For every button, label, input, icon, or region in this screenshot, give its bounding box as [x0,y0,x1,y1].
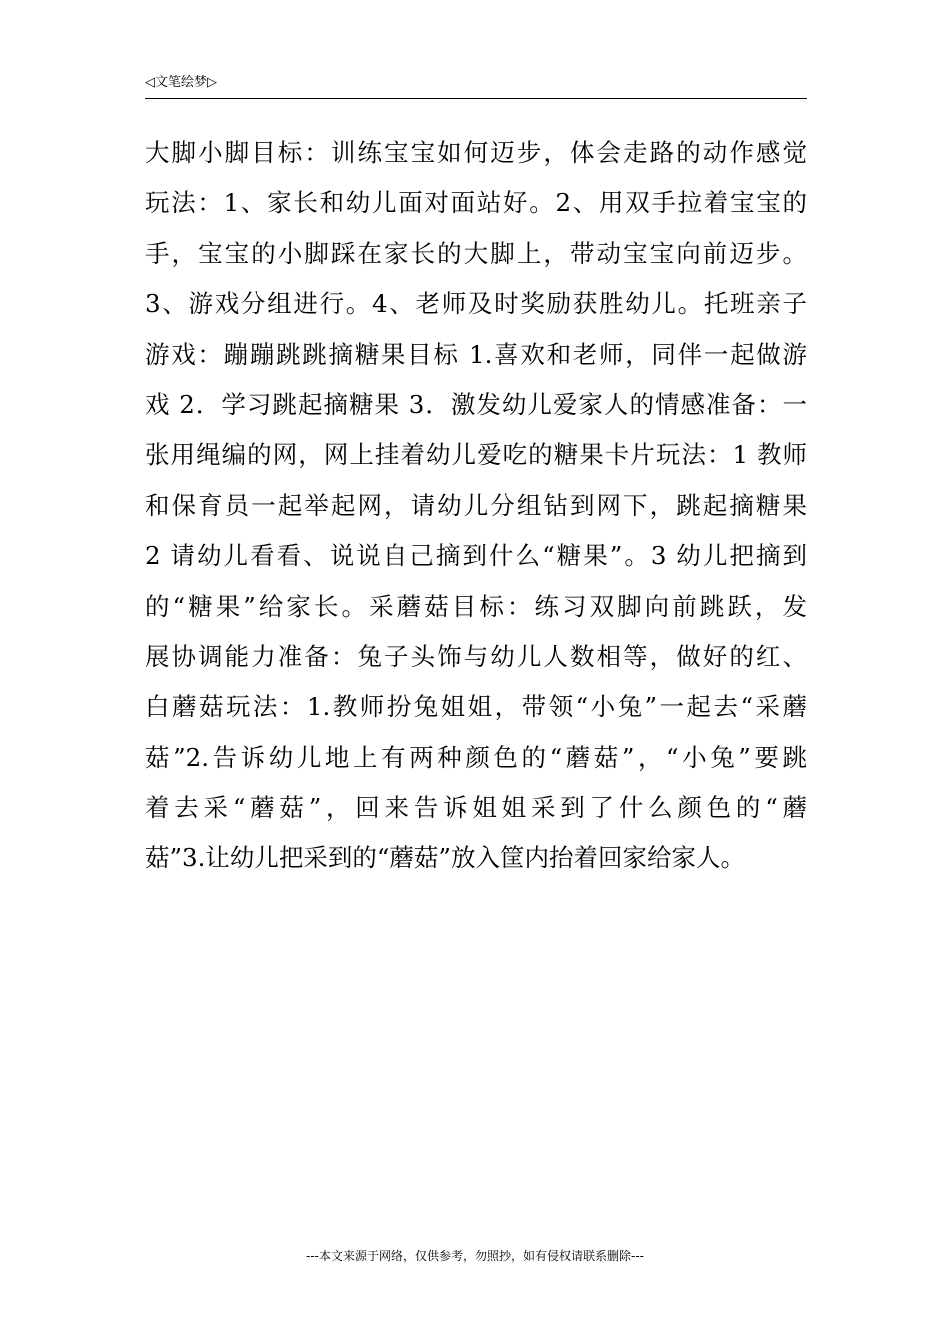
body-line: 张用绳编的网，网上挂着幼儿爱吃的糖果卡片玩法：1 教师 [145,440,807,470]
body-line: 展协调能力准备：兔子头饰与幼儿人数相等，做好的红、 [145,641,807,671]
right-triangle-icon: ▷ [207,75,218,90]
body-line: 游戏：蹦蹦跳跳摘糖果目标 1.喜欢和老师，同伴一起做游 [145,339,807,369]
page-header [145,72,807,99]
brand-name: 文笔绘梦 [155,75,208,90]
body-line: 和保育员一起举起网，请幼儿分组钻到网下，跳起摘糖果 [145,490,807,520]
body-line: 的“糖果”给家长。采蘑菇目标：练习双脚向前跳跃，发 [145,591,807,621]
body-line: 2 请幼儿看看、说说自己摘到什么“糖果”。3 幼儿把摘到 [145,541,807,571]
page-footer: ---本文来源于网络，仅供参考，勿照抄，如有侵权请联系删除--- [306,1249,644,1263]
header-brand [145,74,217,92]
left-triangle-icon: ◁ [145,75,155,90]
body-line: 手，宝宝的小脚踩在家长的大脚上，带动宝宝向前迈步。 [145,238,807,268]
body-line: 着去采“蘑菇”，回来告诉姐姐采到了什么颜色的“蘑 [145,793,807,823]
body-line: 3、游戏分组进行。4、老师及时奖励获胜幼儿。托班亲子 [145,289,807,319]
body-line: 菇”3.让幼儿把采到的“蘑菇”放入筐内抬着回家给家人。 [145,843,745,873]
body-line: 玩法：1、家长和幼儿面对面站好。2、用双手拉着宝宝的 [145,188,807,218]
body-line: 戏 2．学习跳起摘糖果 3．激发幼儿爱家人的情感准备：一 [145,389,807,419]
document-body [145,128,807,884]
body-line: 大脚小脚目标：训练宝宝如何迈步，体会走路的动作感觉 [145,138,807,167]
body-line: 菇”2.告诉幼儿地上有两种颜色的“蘑菇”，“小兔”要跳 [145,742,807,772]
body-line: 白蘑菇玩法：1.教师扮兔姐姐，带领“小兔”一起去“采蘑 [145,692,807,722]
